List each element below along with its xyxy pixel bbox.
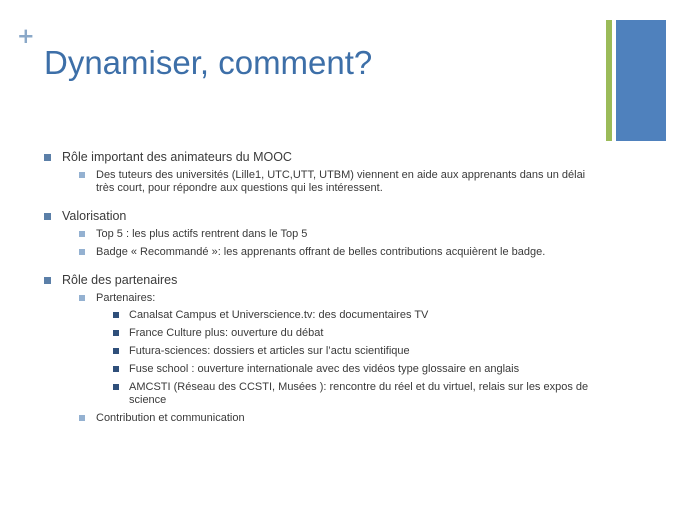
partner-item: Futura-sciences: dossiers et articles sur l’actu scientifique: [113, 345, 604, 358]
square-bullet-icon: [79, 415, 85, 421]
bullet-section-animateurs: [44, 150, 604, 195]
sub-list: [79, 169, 604, 195]
square-bullet-icon: [79, 295, 85, 301]
square-bullet-icon: [44, 277, 51, 284]
square-bullet-icon: [79, 231, 85, 237]
bullet-section-valorisation: [44, 209, 604, 259]
list-item: Contribution et communication: [79, 412, 604, 425]
partner-item: Canalsat Campus et Universcience.tv: des documentaires TV: [113, 309, 604, 322]
square-bullet-icon: [44, 154, 51, 161]
square-bullet-icon: [113, 384, 119, 390]
slide-title: Dynamiser, comment?: [44, 44, 373, 81]
accent-bar-green: [606, 20, 612, 141]
section-heading: Valorisation: [62, 209, 127, 223]
section-heading: Rôle important des animateurs du MOOC: [62, 150, 292, 164]
list-item: Top 5 : les plus actifs rentrent dans le Top 5: [79, 228, 604, 241]
bullet-section-partenaires: [44, 273, 604, 425]
square-bullet-icon: [113, 330, 119, 336]
bullet-list: [44, 150, 604, 425]
list-item-partenaires: Partenaires: Canalsat Campus et Universcience.tv: des documentaires TV France Culture plus: ouverture du débat Futura-sciences: dossiers et articles sur l’actu scientifique Fuse school : ouverture internationale avec des vidéos type glossaire en anglais AMCSTI (Réseau des CCSTI, Musées ): rencontre du réel et du virtuel, relais sur les expos de science: [79, 292, 604, 407]
sub-list: [79, 292, 604, 425]
partner-list: [113, 309, 604, 407]
list-item: Badge « Recommandé »: les apprenants offrant de belles contributions acquièrent le badge.: [79, 246, 604, 259]
square-bullet-icon: [79, 249, 85, 255]
accent-bar-blue: [616, 20, 666, 141]
square-bullet-icon: [113, 366, 119, 372]
sub-list: [79, 228, 604, 259]
slide-content: [44, 150, 604, 425]
square-bullet-icon: [113, 312, 119, 318]
partner-item: France Culture plus: ouverture du débat: [113, 327, 604, 340]
list-item: Des tuteurs des universités (Lille1, UTC,UTT, UTBM) viennent en aide aux apprenants dans un délai très court, pour répondre aux questions qui les intéressent.: [79, 169, 604, 195]
square-bullet-icon: [44, 213, 51, 220]
partner-item: AMCSTI (Réseau des CCSTI, Musées ): rencontre du réel et du virtuel, relais sur les expos de science: [113, 381, 604, 407]
square-bullet-icon: [79, 172, 85, 178]
plus-icon: +: [17, 24, 35, 48]
section-heading: Rôle des partenaires: [62, 273, 178, 287]
partner-item: Fuse school : ouverture internationale avec des vidéos type glossaire en anglais: [113, 363, 604, 376]
square-bullet-icon: [113, 348, 119, 354]
